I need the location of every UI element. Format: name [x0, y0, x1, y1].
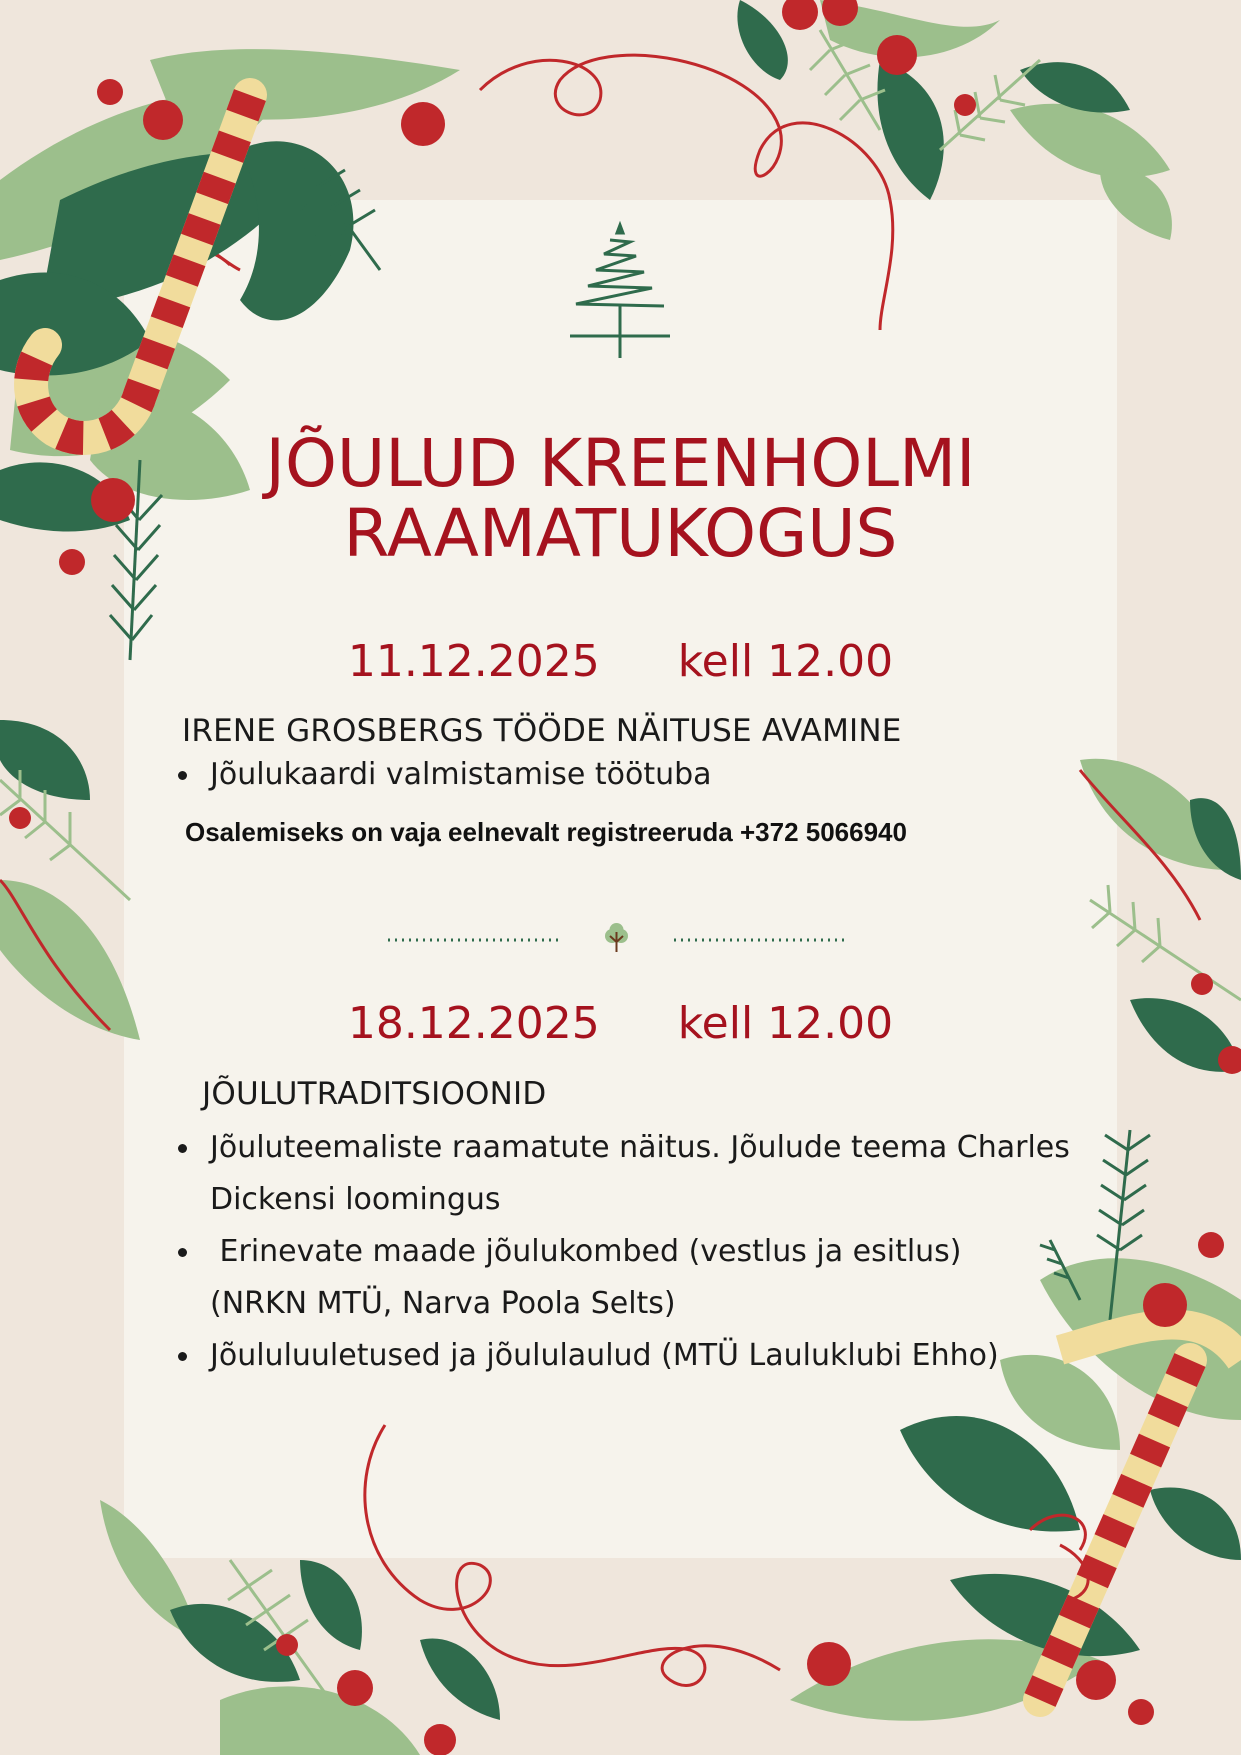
registration-note: Osalemiseks on vaja eelnevalt registreeruda +372 5066940	[185, 817, 907, 847]
title-line-2: RAAMATUKOGUS	[343, 495, 898, 572]
event2-heading: JÕULUTRADITSIOONID	[202, 1076, 547, 1112]
event1-list	[176, 749, 712, 801]
top-right-holly	[737, 0, 1172, 240]
left-mid-holly	[0, 720, 140, 1040]
list-item-line: (NRKN MTÜ, Narva Poola Selts)	[210, 1286, 676, 1321]
title-line-1: JÕULUD KREENHOLMI	[265, 425, 976, 502]
bottom-left-holly	[100, 1500, 500, 1755]
christmas-tree-icon	[570, 225, 670, 358]
event1-heading: IRENE GROSBERGS TÖÖDE NÄITUSE AVAMINE	[182, 713, 902, 749]
event1-date: 11.12.2025	[347, 636, 600, 687]
section-divider	[386, 920, 856, 960]
list-item-line: Erinevate maade jõulukombed (vestlus ja esitlus)	[210, 1234, 962, 1269]
event1-dateline	[0, 636, 1241, 688]
list-item-line: Jõululuuletused ja jõululaulud (MTÜ Lauluklubi Ehho)	[210, 1338, 999, 1373]
event2-dateline	[0, 998, 1241, 1050]
event2-date: 18.12.2025	[347, 998, 600, 1049]
event2-time: kell 12.00	[677, 998, 894, 1049]
list-item-line: Dickensi loomingus	[210, 1182, 501, 1217]
sprig-icon	[605, 923, 628, 952]
list-item	[176, 1122, 1070, 1226]
list-item: Jõulukaardi valmistamise töötuba	[176, 749, 712, 801]
list-item-line: Jõuluteemaliste raamatute näitus. Jõulude teema Charles	[210, 1130, 1070, 1165]
event1-time: kell 12.00	[677, 636, 894, 687]
event2-list	[176, 1122, 1070, 1382]
list-item	[176, 1226, 1070, 1330]
list-item	[176, 1330, 1070, 1382]
